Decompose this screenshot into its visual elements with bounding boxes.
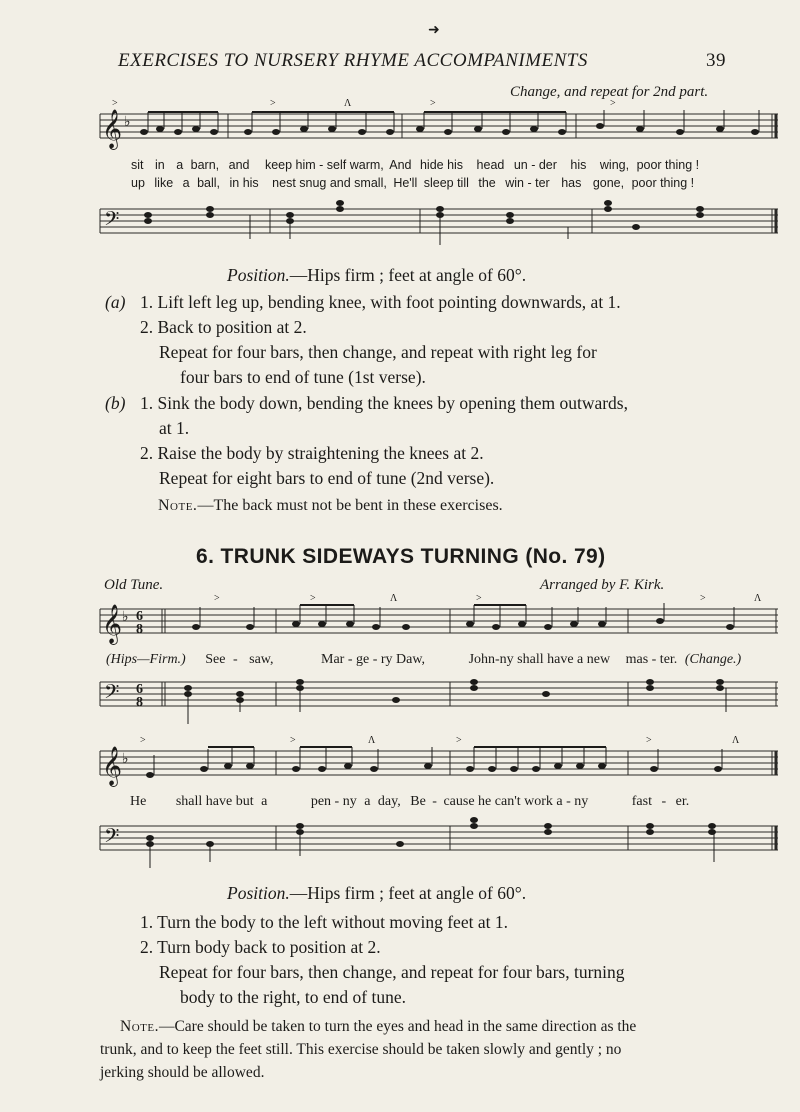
svg-text:>: > [646, 735, 652, 746]
step-b1: 1. Sink the body down, bending the knees by opening them outwards, [140, 393, 628, 413]
note-bottom-2: trunk, and to keep the feet still. This exercise should be taken slowly and gently ; no [100, 1041, 622, 1058]
svg-text:>: > [270, 98, 276, 109]
svg-text:6: 6 [136, 609, 143, 624]
svg-text:♭: ♭ [122, 752, 129, 767]
svg-text:>: > [290, 735, 296, 746]
change-label: Change, and repeat for 2nd part. [510, 84, 709, 100]
note-top: Note.—The back must not be bent in these exercises. [158, 497, 503, 514]
step-s2: 2. Turn body back to position at 2. [140, 937, 381, 957]
bass-staff-s6-2 [100, 812, 780, 872]
page-header [118, 50, 726, 74]
svg-text:>: > [112, 98, 118, 109]
treble-staff-s6-1 [100, 595, 780, 645]
arranged-by-label: Arranged by F. Kirk. [540, 577, 665, 593]
lyric-s6-row2: He shall have but a pen - ny a day, Be - cause he can't work a - ny fast - er. [130, 794, 690, 809]
step-b3: Repeat for eight bars to end of tune (2nd verse). [159, 468, 495, 488]
step-a1: 1. Lift left leg up, bending knee, with foot pointing downwards, at 1. [140, 292, 621, 312]
svg-text:Λ: Λ [390, 593, 398, 604]
step-a2: 2. Back to position at 2. [140, 317, 307, 337]
label-a: (a) [105, 292, 126, 312]
svg-text:Λ: Λ [754, 593, 762, 604]
svg-text:𝄢: 𝄢 [104, 680, 120, 708]
svg-text:♭: ♭ [124, 115, 131, 130]
step-s1: 1. Turn the body to the left without moving feet at 1. [140, 912, 508, 932]
svg-text:>: > [140, 735, 146, 746]
svg-text:Λ: Λ [732, 735, 740, 746]
position-line-bottom: Position.—Hips firm ; feet at angle of 60°. [227, 883, 527, 903]
svg-text:8: 8 [136, 695, 143, 710]
svg-text:>: > [700, 593, 706, 604]
svg-text:>: > [430, 98, 436, 109]
svg-text:Λ: Λ [344, 98, 352, 109]
svg-text:8: 8 [136, 622, 143, 637]
svg-text:𝄞: 𝄞 [102, 746, 123, 786]
lyric-top-1: sit in a barn, and keep him - self warm, And hide his head un - der his wing, poor thing ! [131, 158, 700, 172]
step-s4: body to the right, to end of tune. [180, 987, 407, 1007]
section-title: 6. TRUNK SIDEWAYS TURNING (No. 79) [196, 545, 606, 568]
step-a4: four bars to end of tune (1st verse). [180, 367, 426, 387]
svg-text:♭: ♭ [122, 610, 129, 625]
lyric-top-2: up like a ball, in his nest snug and small, He'll sleep till the win - ter has gone, poor thing ! [131, 176, 695, 190]
bass-staff-s6-1 [100, 668, 780, 728]
label-b: (b) [105, 393, 126, 413]
arrow-mark: ➜ [428, 23, 440, 38]
treble-staff-top [100, 100, 780, 150]
step-b2: 2. Raise the body by straightening the knees at 2. [140, 443, 484, 463]
step-s3: Repeat for four bars, then change, and repeat for four bars, turning [159, 962, 625, 982]
svg-text:>: > [456, 735, 462, 746]
old-tune-label: Old Tune. [104, 577, 164, 593]
note-bottom-1: Note.—Care should be taken to turn the eyes and head in the same direction as the [120, 1018, 637, 1035]
svg-text:6: 6 [136, 682, 143, 697]
svg-text:>: > [610, 98, 616, 109]
svg-text:>: > [476, 593, 482, 604]
svg-text:𝄞: 𝄞 [102, 109, 123, 149]
svg-text:Λ: Λ [368, 735, 376, 746]
step-b1b: at 1. [159, 418, 190, 438]
bass-staff-top [100, 195, 780, 255]
position-line-top: Position.—Hips firm ; feet at angle of 60°. [227, 265, 527, 285]
note-bottom-3: jerking should be allowed. [100, 1064, 265, 1081]
treble-staff-s6-2 [100, 737, 780, 787]
page-number: 39 [706, 50, 726, 71]
running-title: EXERCISES TO NURSERY RHYME ACCOMPANIMENTS [118, 50, 588, 71]
step-a3: Repeat for four bars, then change, and repeat with right leg for [159, 342, 597, 362]
svg-text:>: > [214, 593, 220, 604]
svg-text:>: > [310, 593, 316, 604]
svg-text:𝄞: 𝄞 [102, 604, 123, 644]
svg-text:𝄢: 𝄢 [104, 207, 120, 235]
svg-text:𝄢: 𝄢 [104, 824, 120, 852]
lyric-s6-row1: (Hips—Firm.) See - saw, Mar - ge - ry Daw, John-ny shall have a new mas - ter. (Change.) [106, 652, 742, 667]
